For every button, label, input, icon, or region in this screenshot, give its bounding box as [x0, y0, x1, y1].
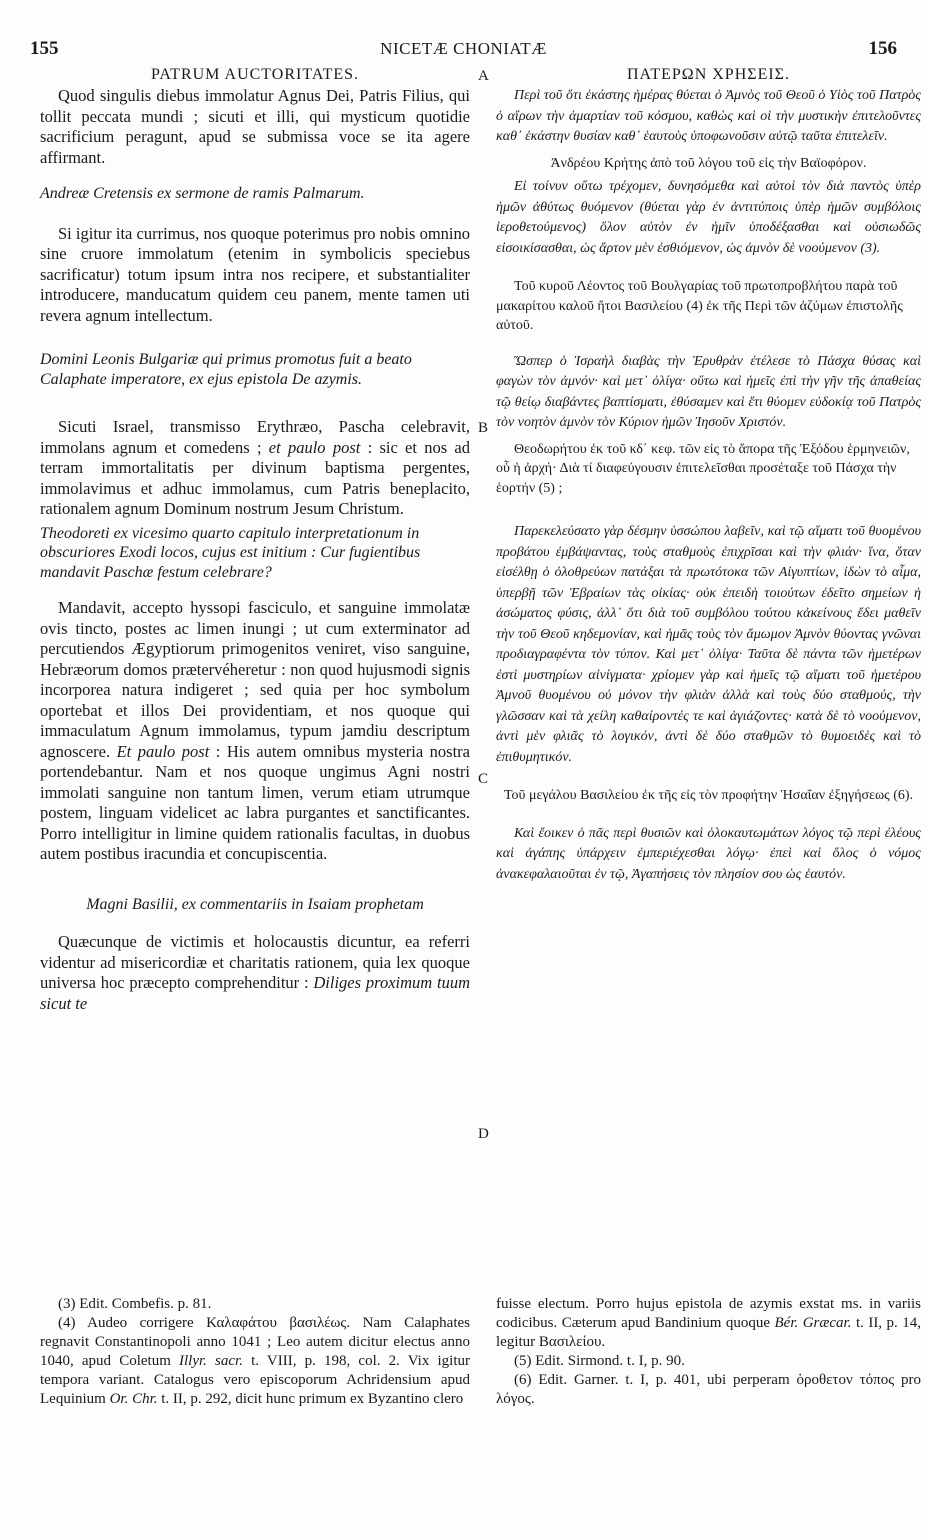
- greek-paragraph-3: Ὥσπερ ὁ Ἰσραὴλ διαβὰς τὴν Ἐρυθρὰν ἐτέλεσε τὸ Πάσχα θύσας καὶ φαγὼν τὸν ἀμνόν· καὶ μετ᾽ ὀλίγα· οὕτω καὶ ἡμεῖς ἐπὶ τὴν γῆν τῆς ἀπαθείας τῷ θείῳ διαβάντες βαπτίσματι, ἐθύσαμεν καὶ ἔτι θύομεν εὐδοκίᾳ τοῦ Πατρὸς τὸν νοητὸν ἀμνὸν τὸν Κύριον ἡμῶν Ἰησοῦν Χριστόν.: [496, 353, 921, 430]
- footnote-4: (4) Audeo corrigere Καλαφάτου βασιλέως. Nam Calaphates regnavit Constantinopoli anno 1041 ; Leo autem dicitur electus anno 1040, apud Coletum Illyr. sacr. t. VIII, p. 198, col. 2. Vix igitur tempora variant. Catalogus vero episcoporum Achridensium apud Lequinium Or. Chr. t. II, p. 292, dicit hunc primum ex Byzantino clero: [40, 1315, 470, 1407]
- latin-paragraph-3: Sicuti Israel, transmisso Erythræo, Pascha celebravit, immolans agnum et comedens ; et paulo post : sic et nos ad terram immortalitatis per divinum baptisma pergentes, immolavimus et adhuc immolamus, cum Patris beneplacito, rationalem agnum Dominum nostrum Jesum Christum.: [40, 417, 470, 518]
- latin-paragraph-2: Si igitur ita currimus, nos quoque poterimus pro nobis omnino sine cruore immolatum (etenim in symbolicis speciebus sacrificatur) totum ipsum intra nos recipere, et substantialiter introducere, manducatum quidem ceu panem, mente tamen uti revera agnum intellectum.: [40, 223, 470, 325]
- greek-column: [496, 66, 921, 885]
- latin-column: [40, 66, 470, 1014]
- greek-heading: ΠΑΤΕΡΩΝ ΧΡΗΣΕΙΣ.: [627, 66, 790, 83]
- latin-source-theodoret: Theodoreti ex vicesimo quarto capitulo interpretationum in obscuriores Exodi locos, cujus est initium : Cur fugientibus mandavit Paschæ festum celebrare?: [40, 524, 421, 581]
- greek-source-theodoret: Θεοδωρήτου ἐκ τοῦ κδ΄ κεφ. τῶν εἰς τὸ ἄπορα τῆς Ἐξόδου ἑρμηνειῶν, οὗ ἡ ἀρχή· Διὰ τί διαφεύγουσιν ἐπιτελεῖσθαι προσέταξε τοῦ Πάσχα τὴν ἑορτήν (5) ;: [496, 441, 910, 496]
- latin-paragraph-5: Quæcunque de victimis et holocaustis dicuntur, ea referri videntur ad misericordiæ et charitatis rationem, quia lex quoque universa hoc præcepto comprehenditur : Diliges proximum tuum sicut te: [40, 932, 471, 1013]
- greek-paragraph-1: Περὶ τοῦ ὅτι ἑκάστης ἡμέρας θύεται ὁ Ἀμνὸς τοῦ Θεοῦ ὁ Υἱὸς τοῦ Πατρὸς ὁ αἴρων τὴν ἁμαρτίαν τοῦ κόσμου, καθὼς καὶ οἱ τὴν μυστικὴν ἐπιτελοῦντες καθ᾽ ἑκάστην θυσίαν καθ᾽ ἑαυτοὺς ὑποφωνοῦσιν αὐτῷ ταῦτα ἐπιτελεῖν.: [496, 88, 921, 144]
- running-head: [30, 38, 897, 60]
- greek-paragraph-2: Εἰ τοίνυν οὕτω τρέχομεν, δυνησόμεθα καὶ αὐτοὶ τὸν διὰ παντὸς ὑπὲρ ἡμῶν ἀθύτως θυόμενον (θύεται γὰρ ἐν ἀντιτύποις ὑπὲρ ἡμῶν συμβόλοις ἱεροθετούμενος) ὅλον αὐτὸν ἐν ἡμῖν ὑποδέξασθαι καὶ οὐσιωδῶς εἰσοικίσασθαι, ὡς ἄρτον μὲν ἐσθιόμενον, ὡς ἀμνὸν δὲ νοούμενον (3).: [496, 179, 921, 256]
- footnotes-left: [40, 1295, 470, 1409]
- page-number-right: 156: [868, 38, 897, 59]
- latin-source-andreas: Andreæ Cretensis ex sermone de ramis Palmarum.: [40, 185, 365, 202]
- margin-marker-d: D: [478, 1126, 489, 1142]
- margin-marker-c: C: [478, 771, 489, 787]
- margin-marker-b: B: [478, 420, 489, 436]
- footnote-6: (6) Edit. Garner. t. I, p. 401, ubi perperam ὁροθετον τόπος pro λόγος.: [496, 1372, 921, 1407]
- footnotes-right: [496, 1295, 921, 1409]
- latin-source-leo: Domini Leonis Bulgariæ qui primus promotus fuit a beato Calaphate imperatore, ex ejus epistola De azymis.: [40, 351, 412, 388]
- greek-paragraph-4: Παρεκελεύσατο γὰρ δέσμην ὑσσώπου λαβεῖν, καὶ τῷ αἵματι τοῦ θυομένου προβάτου ἐμβάψαντας, τοὺς σταθμοὺς ἐπιχρῖσαι καὶ τὴν φλιάν· ἵνα, ὅταν εἰσέλθῃ ὁ ὀλοθρεύων πατάξαι τὰ πρωτότοκα τῶν Αἰγυπτίων, ἰδὼν τὸ αἷμα, ὑπερβῇ τῶν Ἑβραίων τὰς οἰκίας· οὐκ ἐπειδὴ τοιούτων ἐδεῖτο σημείων ἡ ἀσώματος φύσις, ἀλλ᾽ ὅτι διὰ τοῦ συμβόλου τούτου κἀκείνους ἔδει μαθεῖν τὴν τοῦ Θεοῦ κηδεμονίαν, καὶ ἡμᾶς τοὺς τὸν ἄμωμον Ἀμνὸν θύοντας γνῶναι προδιαγραφέντα τὸν τύπον. Καὶ μετ᾽ ὀλίγα· Ταῦτα δὲ πάντα τῶν ἡμετέρων ἐστὶ μυστηρίων αἰνίγματα· χρίομεν γὰρ καὶ ἡμεῖς τῷ αἵματι τοῦ ἡμετέρου Ἀμνοῦ θυομένου οὐ μόνον τὴν φλιὰν ἀλλὰ καὶ τοὺς δύο σταθμούς, τὴν γλῶσσαν καὶ τὰ χείλη καθαίροντές τε καὶ ἁγιάζοντες· κατὰ δὲ τὸ νοούμενον, ἀντὶ μὲν φλιᾶς τὸ λογικόν, ἀντὶ δὲ δύο σταθμῶν τὸ θυμοειδὲς καὶ τὸ ἐπιθυμητικόν.: [496, 524, 921, 765]
- margin-marker-a: A: [478, 68, 489, 84]
- latin-source-basil: Magni Basilii, ex commentariis in Isaiam prophetam: [86, 895, 424, 913]
- greek-paragraph-5: Καὶ ἔοικεν ὁ πᾶς περὶ θυσιῶν καὶ ὁλοκαυτωμάτων λόγος τῷ περὶ ἐλέους καὶ ἀγάπης ὑπάρχειν ἐμπεριέχεσθαι λόγῳ· ἐπεὶ καὶ ὅλος ὁ νόμος ἀνακεφαλαιοῦται ἐν τῷ, Ἀγαπήσεις τὸν πλησίον σου ὡς ἑαυτόν.: [496, 825, 921, 882]
- latin-paragraph-1: Quod singulis diebus immolatur Agnus Dei, Patris Filius, qui tollit peccata mundi ; sicuti et illi, qui mysticum quotidie sacrificium peragunt, apud se submissa voce se ita agere affirmant.: [40, 86, 470, 167]
- latin-heading: PATRUM AUCTORITATES.: [150, 66, 360, 83]
- greek-source-leo: Τοῦ κυροῦ Λέοντος τοῦ Βουλγαρίας τοῦ πρωτοπροβλήτου παρὰ τοῦ μακαρίτου καλοῦ ἤτοι Βασιλείου (4) ἐκ τῆς Περὶ τῶν ἀζύμων ἐπιστολῆς αὐτοῦ.: [496, 279, 903, 333]
- footnote-5: (5) Edit. Sirmond. t. I, p. 90.: [514, 1353, 685, 1369]
- page-number-left: 155: [30, 38, 59, 59]
- greek-source-andreas: Ἀνδρέου Κρήτης ἀπὸ τοῦ λόγου τοῦ εἰς τὴν Βαϊοφόρον.: [550, 155, 867, 171]
- footnote-4-continued: fuisse electum. Porro hujus epistola de azymis exstat ms. in variis codicibus. Cæterum apud Bandinium quoque Bér. Græcar. t. II, p. 14, legitur Βασιλείου.: [496, 1296, 921, 1350]
- running-title: NICETÆ CHONIATÆ: [380, 39, 547, 58]
- footnote-3: (3) Edit. Combefis. p. 81.: [58, 1296, 212, 1312]
- latin-paragraph-4: Mandavit, accepto hyssopi fasciculo, et sanguine immolatæ ovis tincto, postes ac limen inungi ; ut cum exterminator ad percutiendos Ægyptiorum primogenitos veniret, viso sanguine, Hebræorum domos prætervéheretur : non quod hujusmodi signis incorporea natura indigeret ; sed quia per hoc symbolum oportebat et illos Dei providentiam, et nos quoque qui immaculatum Agnum immolamus, typum jamdiu descriptum agnoscere. Et paulo post : His autem omnibus mysteria nostra portendebantur. Nam et nos quoque ungimus Agni nostri immolati sanguine non tantum limen, verum etiam utrumque postem, linguam videlicet ac labra purgantes et sanctificantes. Porro intelligitur in limine quidem rationalis facultas, in duobus autem postibus iracundia et concupiscentia.: [40, 598, 470, 863]
- greek-source-basil: Τοῦ μεγάλου Βασιλείου ἐκ τῆς εἰς τὸν προφήτην Ἡσαΐαν ἐξηγήσεως (6).: [503, 788, 914, 803]
